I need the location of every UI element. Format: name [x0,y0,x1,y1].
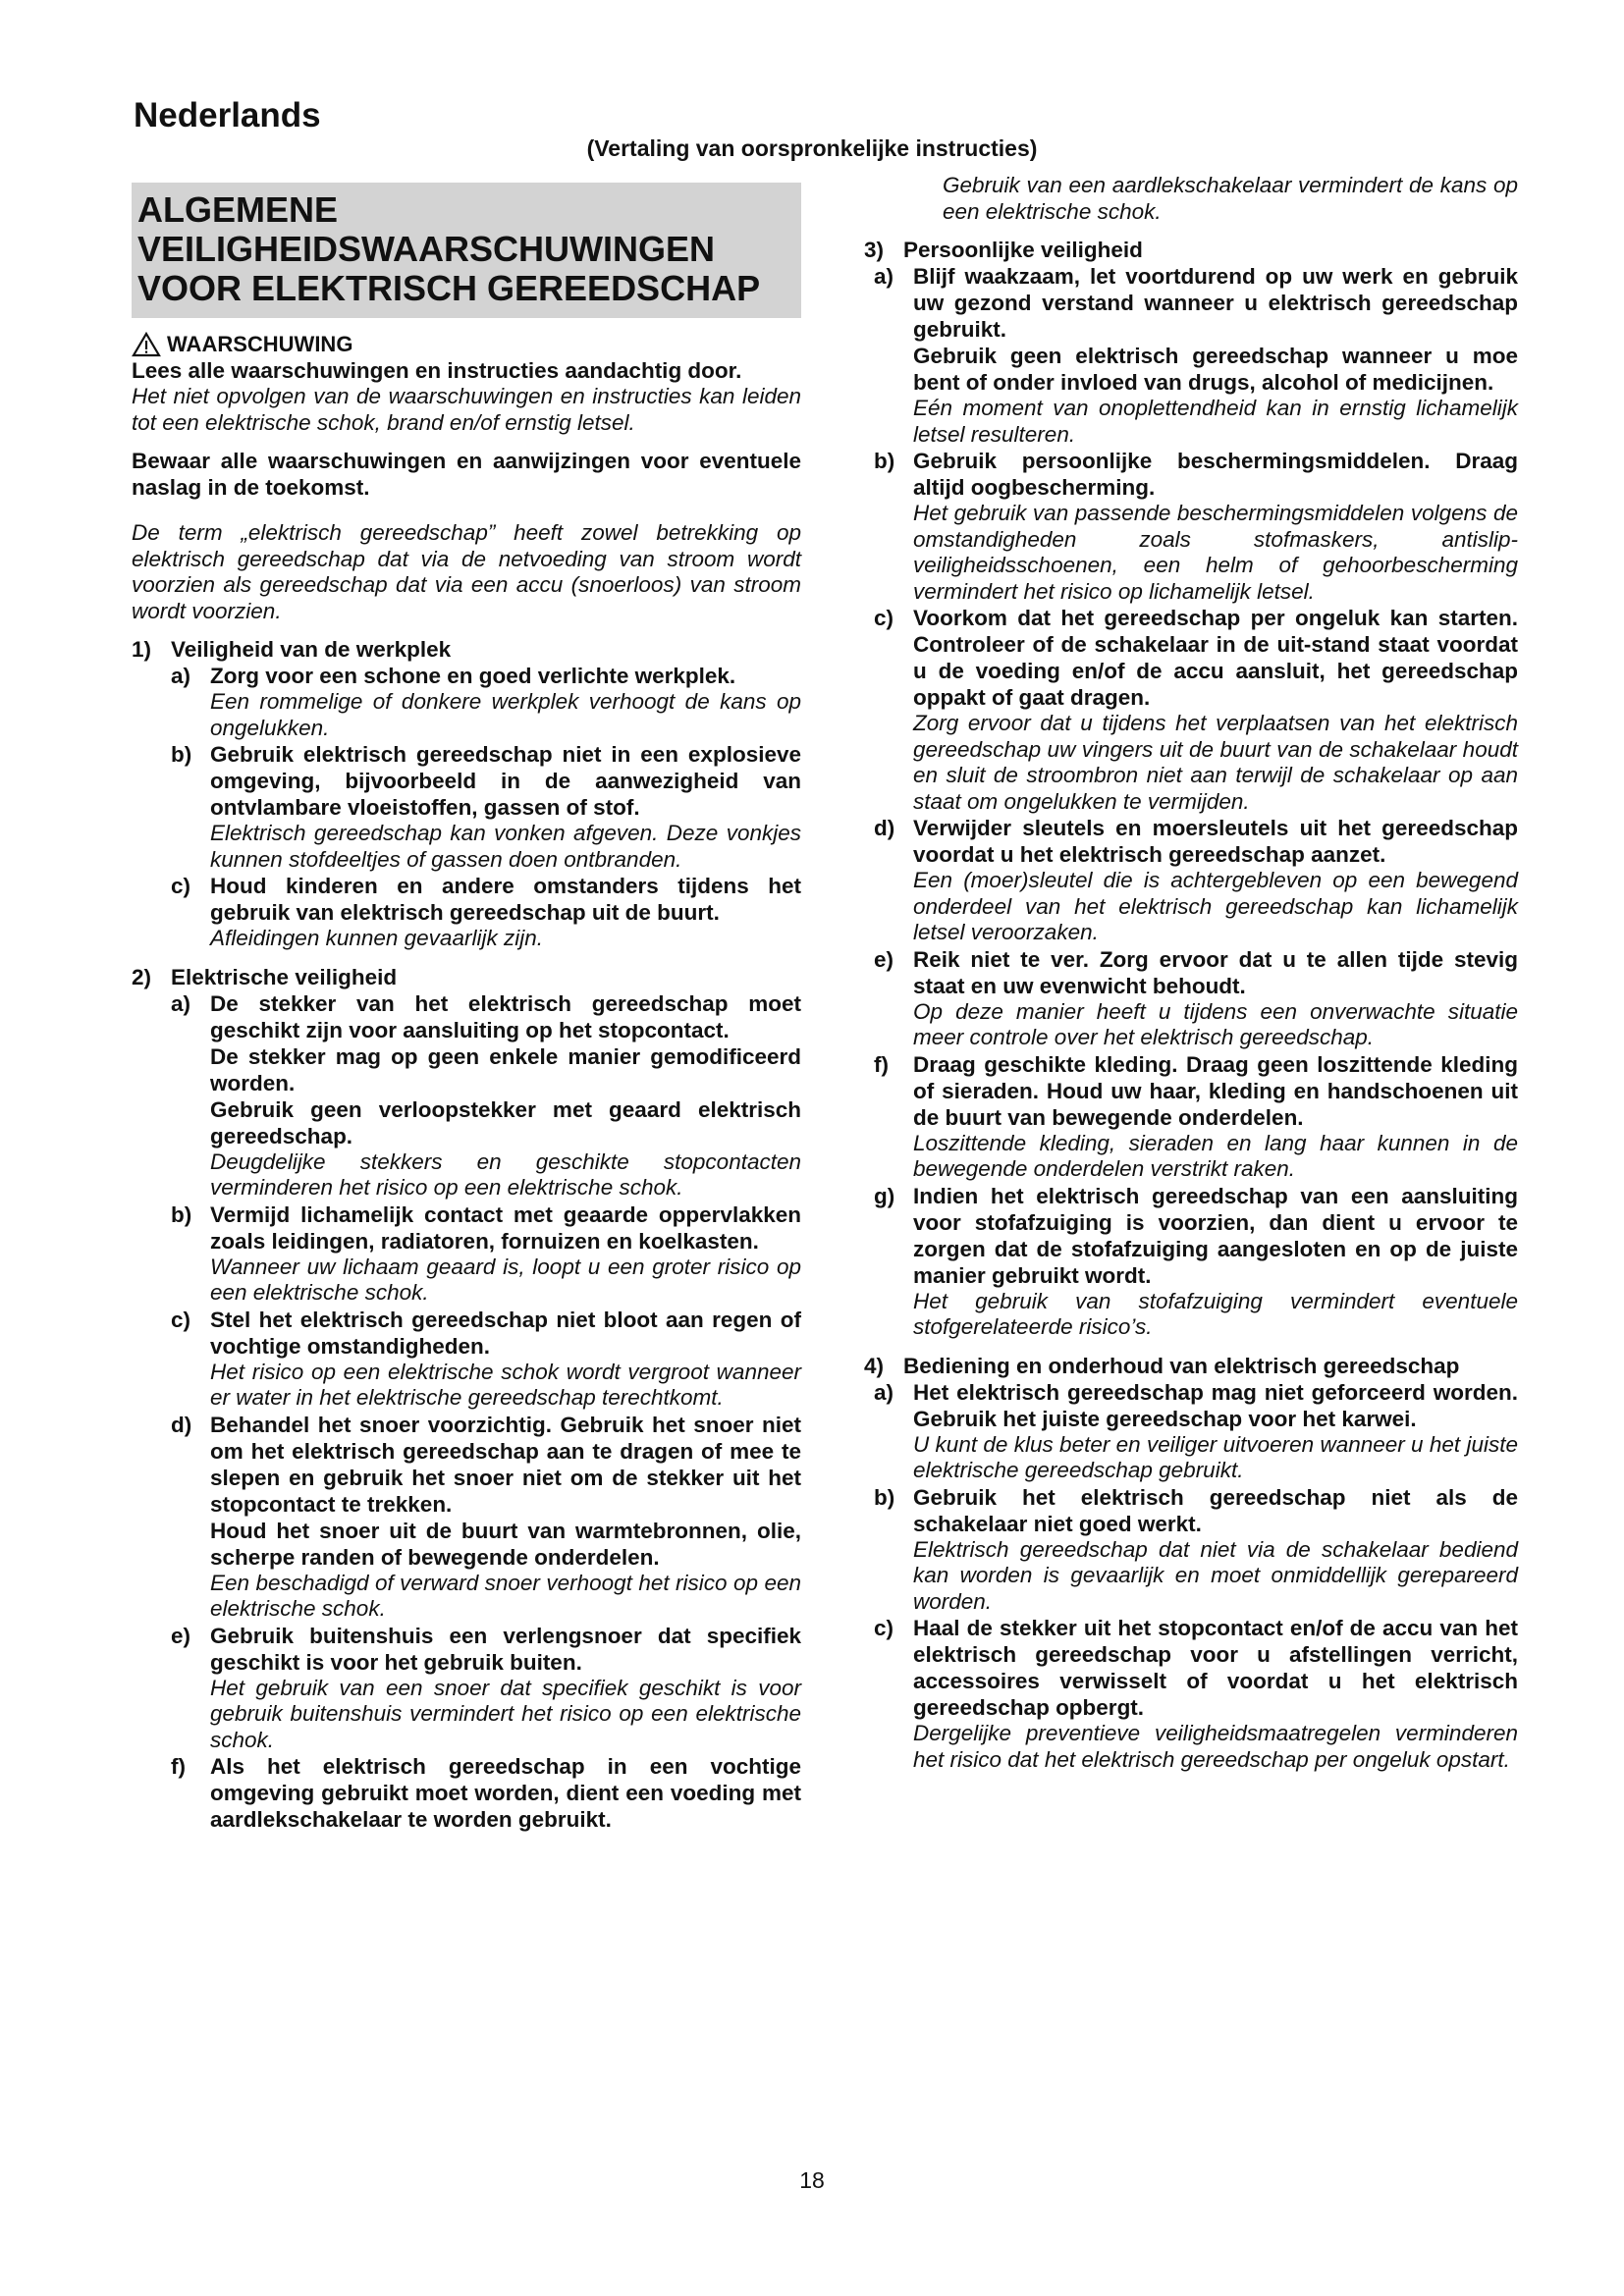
heading-line: ALGEMENE [137,189,339,230]
left-column [132,177,801,1833]
section-1-title: 1) Veiligheid van de werkplek [132,637,452,662]
section-3-title: 3) Persoonlijke veiligheid [864,238,1143,262]
list-item: c) Houd kinderen en andere omstanders tijdens het gebruik van elektrisch gereedschap uit de buurt. Afleidingen kunnen gevaarlijk zijn. [171,874,801,950]
list-item: e) Gebruik buitenshuis een verlengsnoer dat specifiek geschikt is voor het gebruik buiten. Het gebruik van een snoer dat specifiek geschikt is voor gebruik buitenshuis vermindert het risico op een elektrische schok. [171,1623,801,1752]
keep-instructions: Bewaar alle waarschuwingen en aanwijzingen voor eventuele naslag in de toekomst. [132,449,801,500]
section-2-title: 2) Elektrische veiligheid [132,964,398,989]
list-item: b) Gebruik elektrisch gereedschap niet in een explosieve omgeving, bijvoorbeeld in de aanwezigheid van ontvlambare vloeistoffen, gassen of stof. Elektrisch gereedschap kan vonken afgeven. Deze vonkjes kunnen stofdeeltjes of gassen doen ontbranden. [171,742,801,872]
heading-line: VOOR ELEKTRISCH GEREEDSCHAP [137,268,761,308]
list-item: a) Blijf waakzaam, let voortdurend op uw werk en gebruik uw gezond verstand wanneer u elektrisch gereedschap gebruikt. Gebruik geen elektrisch gereedschap wanneer u moe bent of onder invloed van drugs, alcohol of medicijnen. Eén moment van onoplettendheid kan in ernstig lichamelijk letsel resulteren. [874,264,1518,447]
list-item: e) Reik niet te ver. Zorg ervoor dat u te allen tijde stevig staat en uw evenwicht behoudt. Op deze manier heeft u tijdens een onverwachte situatie meer controle over het elektrisch gereedschap. [874,946,1518,1049]
warning-label-row [132,332,801,357]
language-title: Nederlands [134,96,321,134]
list-item: g) Indien het elektrisch gereedschap van een aansluiting voor stofafzuiging is voorzien, dan dient u ervoor te zorgen dat de stofafzuiging aangesloten en op de juiste manier gebruikt wordt. Het gebruik van stofafzuiging vermindert eventuele stofgerelateerde risico’s. [874,1183,1518,1339]
page-number: 18 [799,2167,825,2193]
translation-subtitle: (Vertaling van oorspronkelijke instructies) [586,135,1038,161]
intro-bold: Lees alle waarschuwingen en instructies aandachtig door. [132,358,742,383]
section-heading [132,183,801,318]
list-item: c) Haal de stekker uit het stopcontact en/of de accu van het elektrisch gereedschap voor u afstellingen verricht, accessoires verwisselt of voordat u het elektrisch gereedschap opbergt. Dergelijke preventieve veiligheidsmaatregelen verminderen het risico dat het elektrisch gereedschap per ongeluk opstart. [874,1616,1518,1772]
warning-triangle-icon [132,332,161,357]
heading-line: VEILIGHEIDSWAARSCHUWINGEN [137,229,716,269]
warning-label: WAARSCHUWING [167,332,353,356]
list-item: b) Vermijd lichamelijk contact met geaarde oppervlakken zoals leidingen, radiatoren, fornuizen en koelkasten. Wanneer uw lichaam geaard is, loopt u een groter risico op een elektrische schok. [171,1201,801,1305]
list-item: c) Stel het elektrisch gereedschap niet bloot aan regen of vochtige omstandigheden. Het risico op een elektrische schok wordt vergroot wanneer er water in het elektrische gereedschap terechtkomt. [171,1307,801,1410]
list-item: c) Voorkom dat het gereedschap per ongeluk kan starten. Controleer of de schakelaar in de uit-stand staat voordat u de voeding en/of de accu aansluit, het gereedschap oppakt of gaat dragen. Zorg ervoor dat u tijdens het verplaatsen van het elektrisch gereedschap uw vingers uit de buurt van de schakelaar houdt en sluit de stroombron niet aan terwijl de schakelaar op aan staat om ongelukken te vermijden. [874,606,1518,814]
list-item: f) Draag geschikte kleding. Draag geen loszittende kleding of sieraden. Houd uw haar, kleding en handschoenen uit de buurt van bewegende onderdelen. Loszittende kleding, sieraden en lang haar kunnen in de bewegende onderdelen verstrikt raken. [874,1051,1518,1181]
list-item: b) Gebruik persoonlijke beschermingsmiddelen. Draag altijd oogbescherming. Het gebruik van passende beschermingsmiddelen volgens de omstandigheden zoals stofmaskers, antislip-veiligheidsschoenen, een helm of gehoorbescherming vermindert het risico op lichamelijk letsel. [874,449,1518,604]
section-4-title: 4) Bediening en onderhoud van elektrisch gereedschap [864,1353,1460,1378]
term-definition: De term „elektrisch gereedschap” heeft zowel betrekking op elektrisch gereedschap dat via de netvoeding van stroom wordt voorzien als gereedschap dat via een accu (snoerloos) van stroom wordt voorzien. [132,520,801,623]
intro-italic: Het niet opvolgen van de waarschuwingen en instructies kan leiden tot een elektrische schok, brand en/of ernstig letsel. [132,384,801,435]
list-item: a) De stekker van het elektrisch gereedschap moet geschikt zijn voor aansluiting op het stopcontact. De stekker mag op geen enkele manier gemodificeerd worden. Gebruik geen verloopstekker met geaard elektrisch gereedschap. Deugdelijke stekkers en geschikte stopcontacten verminderen het risico op een elektrische schok. [171,990,801,1200]
list-item: f) Als het elektrisch gereedschap in een vochtige omgeving gebruikt moet worden, dient een voeding met aardlekschakelaar te worden gebruikt. [171,1754,801,1832]
list-item: a) Zorg voor een schone en goed verlichte werkplek. Een rommelige of donkere werkplek verhoogt de kans op ongelukken. [171,664,801,740]
list-item-continued: Gebruik van een aardlekschakelaar vermindert de kans op een elektrische schok. [943,173,1518,224]
list-item: b) Gebruik het elektrisch gereedschap niet als de schakelaar niet goed werkt. Elektrisch gereedschap dat niet via de schakelaar bediend kan worden is gevaarlijk en moet onmiddellijk gerepareerd worden. [874,1484,1518,1614]
right-column [864,173,1518,1773]
list-item: a) Het elektrisch gereedschap mag niet geforceerd worden. Gebruik het juiste gereedschap voor het karwei. U kunt de klus beter en veiliger uitvoeren wanneer u het juiste elektrische gereedschap gebruikt. [874,1379,1518,1482]
list-item: d) Verwijder sleutels en moersleutels uit het gereedschap voordat u het elektrisch gereedschap aanzet. Een (moer)sleutel die is achtergebleven op een bewegend onderdeel van het elektrisch gereedschap kan lichamelijk letsel veroorzaken. [874,816,1518,944]
list-item: d) Behandel het snoer voorzichtig. Gebruik het snoer niet om het elektrisch gereedschap aan te dragen of mee te slepen en gebruik het snoer niet om de stekker uit het stopcontact te trekken. Houd het snoer uit de buurt van warmtebronnen, olie, scherpe randen of bewegende onderdelen. Een beschadigd of verward snoer verhoogt het risico op een elektrische schok. [171,1412,801,1621]
